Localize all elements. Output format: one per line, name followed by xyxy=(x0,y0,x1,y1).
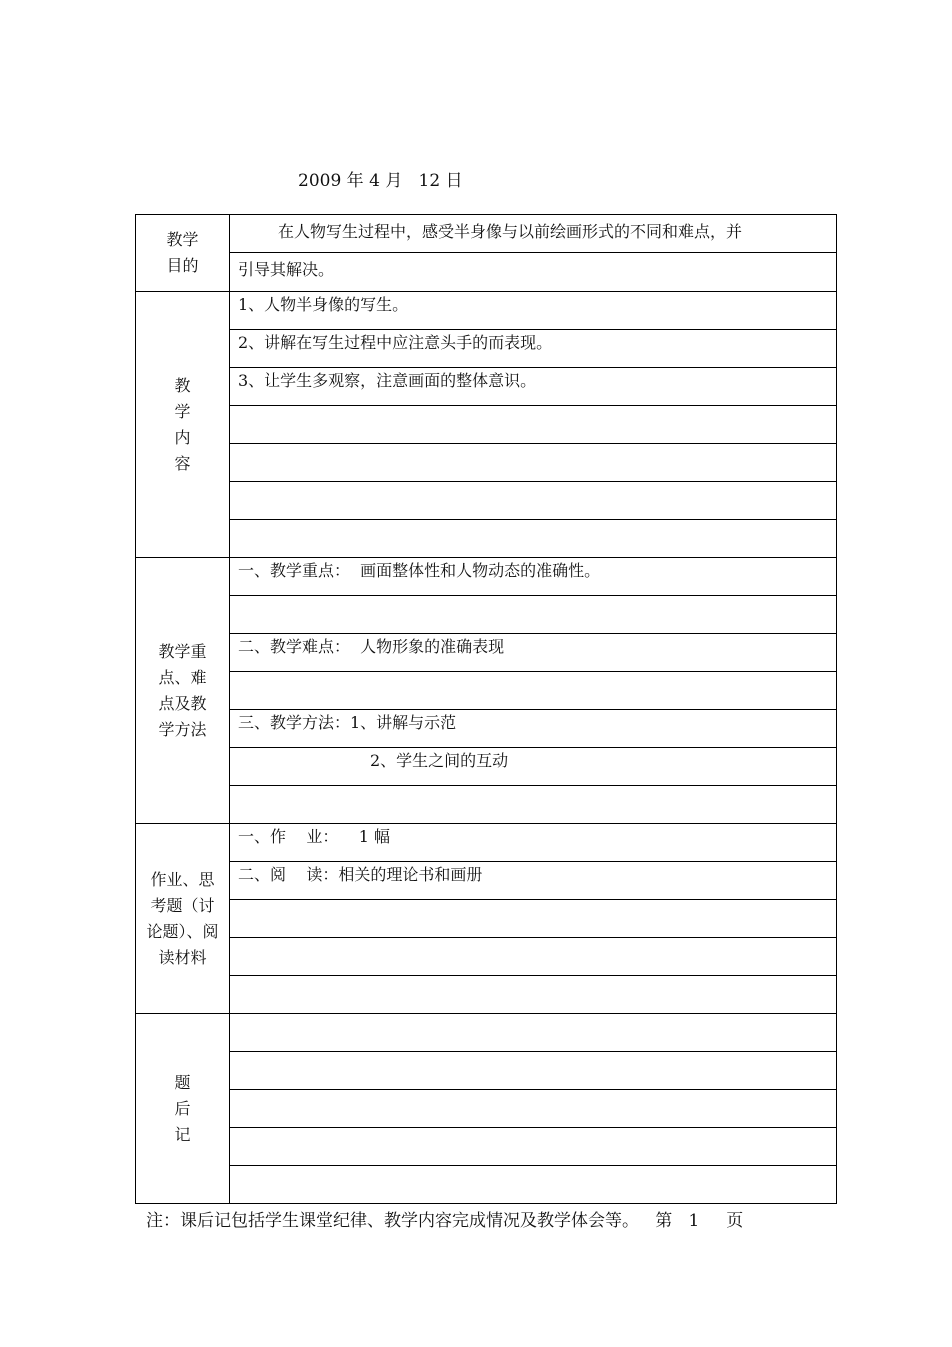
content-line xyxy=(230,406,836,443)
date-day-unit: 日 xyxy=(445,171,463,191)
page-number: 1 xyxy=(688,1211,700,1231)
homework-line xyxy=(230,900,836,937)
content-line xyxy=(230,482,836,519)
page-prefix: 第 xyxy=(655,1211,673,1231)
homework-line xyxy=(230,976,836,1013)
keypoints-label: 教学重 点、难 点及教 学方法 xyxy=(136,558,230,824)
homework-label: 作业、思 考题（讨 论题）、阅 读材料 xyxy=(136,824,230,1014)
postscript-line xyxy=(230,1128,836,1165)
homework-line: 二、阅 读：相关的理论书和画册 xyxy=(238,865,483,884)
date-year-unit: 年 xyxy=(346,171,364,191)
homework-line xyxy=(230,938,836,975)
date-month: 4 xyxy=(369,171,380,191)
keypoints-line: 2、学生之间的互动 xyxy=(370,751,509,770)
postscript-line xyxy=(230,1052,836,1089)
postscript-label: 题 后 记 xyxy=(136,1014,230,1204)
date-year: 2009 xyxy=(298,171,342,191)
postscript-line xyxy=(230,1166,836,1203)
content-line xyxy=(230,520,836,557)
date-day: 12 xyxy=(418,171,441,191)
content-line: 3、让学生多观察，注意画面的整体意识。 xyxy=(238,371,537,390)
content-line: 2、讲解在写生过程中应注意头手的而表现。 xyxy=(238,333,553,352)
objective-line: 引导其解决。 xyxy=(238,260,335,279)
keypoints-line: 二、教学难点： 人物形象的准确表现 xyxy=(238,637,505,656)
keypoints-line xyxy=(230,786,836,823)
footer-note-text: 注：课后记包括学生课堂纪律、教学内容完成情况及教学体会等。 xyxy=(146,1211,639,1231)
footer-note xyxy=(146,1206,743,1231)
date-month-unit: 月 xyxy=(385,171,403,191)
postscript-line xyxy=(230,1014,836,1051)
content-label: 教 学 内 容 xyxy=(136,292,230,558)
keypoints-line: 一、教学重点： 画面整体性和人物动态的准确性。 xyxy=(238,561,601,580)
content-line xyxy=(230,444,836,481)
page-suffix: 页 xyxy=(726,1211,744,1231)
objective-line: 在人物写生过程中，感受半身像与以前绘画形式的不同和难点，并 xyxy=(278,222,743,241)
homework-line: 一、作 业： 1 幅 xyxy=(238,827,390,846)
date-line xyxy=(298,166,463,191)
content-line: 1、人物半身像的写生。 xyxy=(238,295,409,314)
objective-label: 教学 目的 xyxy=(136,215,230,292)
keypoints-line: 三、教学方法：1、讲解与示范 xyxy=(238,713,457,732)
lesson-plan-table xyxy=(135,214,837,1204)
keypoints-line xyxy=(230,596,836,633)
postscript-line xyxy=(230,1090,836,1127)
keypoints-line xyxy=(230,672,836,709)
